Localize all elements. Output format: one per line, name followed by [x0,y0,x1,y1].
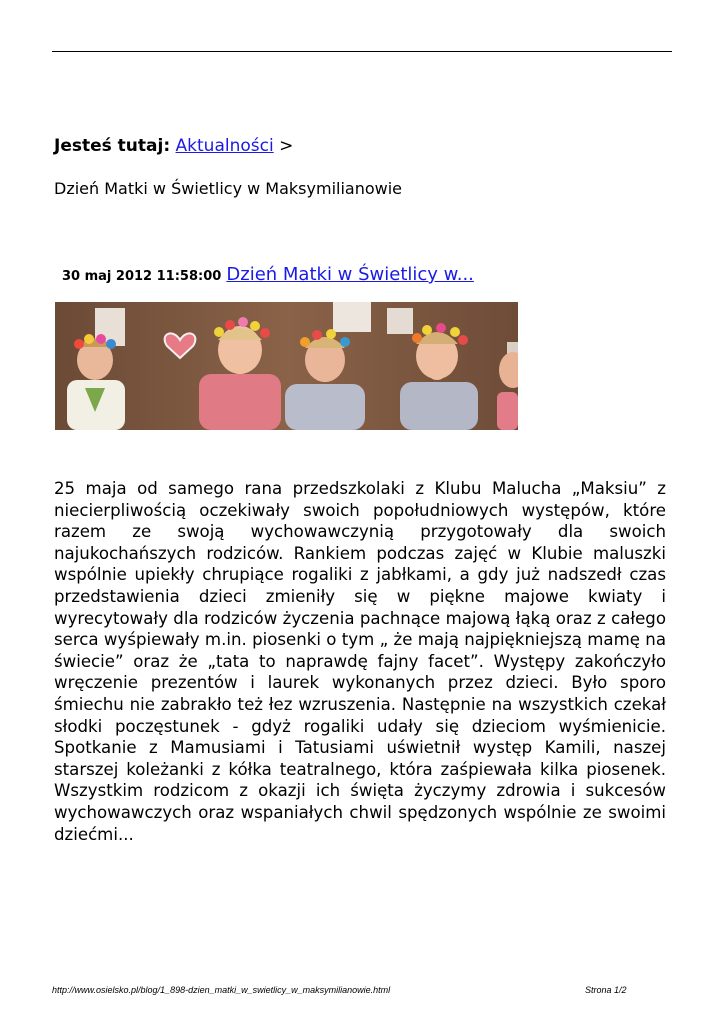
footer-url: http://www.osielsko.pl/blog/1_898-dzien_matki_w_swietlicy_w_maksymilianowie.html [52,985,391,995]
post-title-link[interactable]: Dzień Matki w Świetlicy w... [226,264,474,285]
children-photo [55,302,518,430]
article-body: 25 maja od samego rana przedszkolaki z Klubu Malucha „Maksiu” z niecierpliwością oczekiwały swoich popołudniowych występów, które razem ze swoją wychowawczynią przygotowały dla swoich najukochańszych rodziców. Rankiem podczas zajęć w Klubie maluszki wspólnie upiekły chrupiące rogaliki z jabłkami, a gdy już nadszedł czas przedstawienia dzieci zmieniły się w piękne majowe kwiaty i wyrecytowały dla rodziców życzenia pachnące majową łąką oraz z całego serca wyśpiewały m.in. piosenki o tym „ że mają najpiękniejszą mamę na świecie” oraz że „tata to naprawdę fajny facet”. Występy zakończyło wręczenie prezentów i laurek wykonanych przez dzieci. Było sporo śmiechu nie zabrakło też łez wzruszenia. Następnie na wszystkich czekał słodki poczęstunek - gdyż rogaliki udały się dzieciom wyśmienicie. Spotkanie z Mamusiami i Tatusiami uświetnił występ Kamili, naszej starszej koleżanki z kółka teatralnego, która zaśpiewała kilka piosenek. Wszystkim rodzicom z okazji ich święta życzymy zdrowia i sukcesów wychowawczych oraz wspaniałych chwil spędzonych wspólnie ze swoimi dziećmi... [54,479,666,844]
top-rule [52,51,672,52]
footer-page-number: Strona 1/2 [585,985,627,995]
breadcrumb-link-aktualnosci[interactable]: Aktualności [175,136,274,156]
post-header [62,264,474,285]
page-title: Dzień Matki w Świetlicy w Maksymilianowie [54,179,403,198]
breadcrumb-lead: Jesteś tutaj: [54,136,171,156]
post-photo[interactable] [55,302,518,430]
breadcrumb-separator: > [279,136,294,156]
post-date: 30 maj 2012 11:58:00 [62,269,222,284]
breadcrumb [54,135,293,157]
